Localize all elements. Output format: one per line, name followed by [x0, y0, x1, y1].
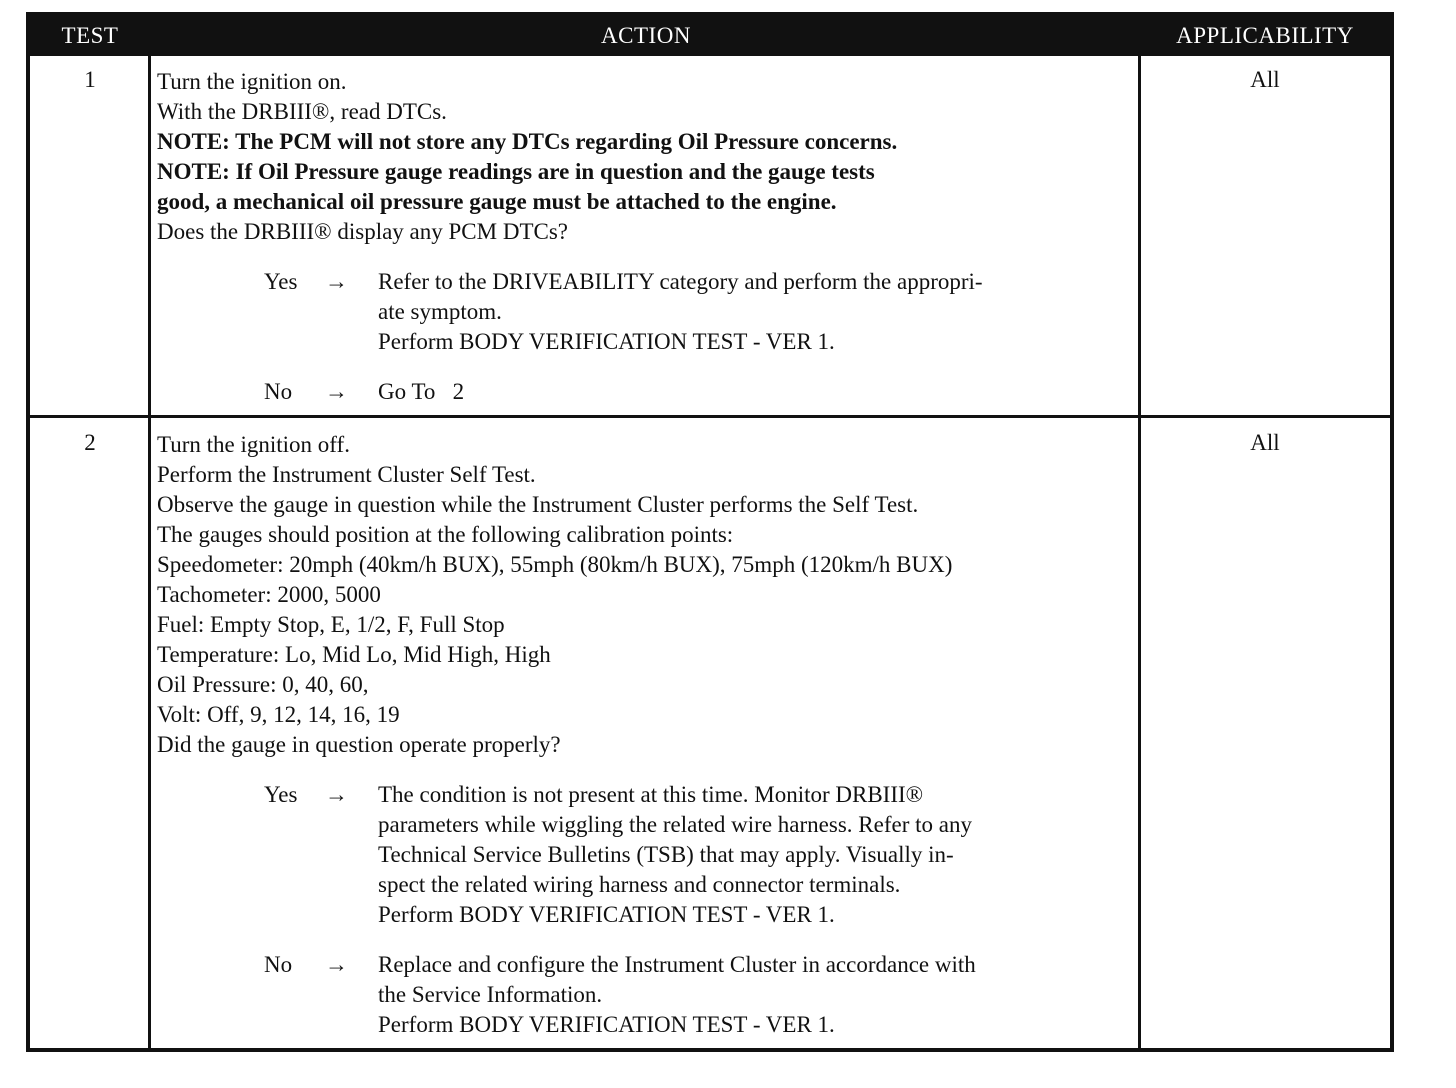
note-line: NOTE: The PCM will not store any DTCs regarding Oil Pressure concerns.	[157, 129, 898, 154]
action-line: Turn the ignition on.	[157, 69, 347, 94]
no-text: Replace and configure the Instrument Cluster in accordance with	[378, 952, 976, 977]
yes-label: Yes	[264, 782, 298, 807]
diagnostic-table	[26, 12, 1394, 1052]
yes-text: Technical Service Bulletins (TSB) that may apply. Visually in-	[378, 842, 954, 867]
question-line: Did the gauge in question operate properly?	[157, 732, 561, 757]
yes-label: Yes	[264, 269, 298, 294]
header-applicability: APPLICABILITY	[1176, 23, 1354, 48]
action-line: Oil Pressure: 0, 40, 60,	[157, 672, 369, 697]
action-line: Turn the ignition off.	[157, 432, 350, 457]
test-number-2: 2	[84, 430, 96, 455]
action-cell-1	[157, 67, 1133, 407]
column-divider	[148, 56, 151, 1048]
go-to-text: Go To 2	[378, 379, 465, 404]
action-line: The gauges should position at the following calibration points:	[157, 522, 734, 547]
arrow-icon: →	[325, 269, 348, 294]
row-divider	[30, 415, 1390, 418]
arrow-icon: →	[325, 782, 348, 807]
applicability-1: All	[1250, 67, 1280, 92]
no-branch-1	[157, 377, 1133, 407]
no-label: No	[264, 379, 293, 404]
yes-text: parameters while wiggling the related wire harness. Refer to any	[378, 812, 972, 837]
action-line: Fuel: Empty Stop, E, 1/2, F, Full Stop	[157, 612, 505, 637]
action-line: Volt: Off, 9, 12, 14, 16, 19	[157, 702, 400, 727]
note-line: NOTE: If Oil Pressure gauge readings are in question and the gauge tests	[157, 159, 875, 184]
no-text: Perform BODY VERIFICATION TEST - VER 1.	[378, 1012, 835, 1037]
header-test: TEST	[61, 23, 119, 48]
table-header	[30, 16, 1390, 56]
yes-text: The condition is not present at this time. Monitor DRBIII®	[378, 782, 924, 807]
action-line: Perform the Instrument Cluster Self Test.	[157, 462, 536, 487]
test-number-1: 1	[84, 67, 96, 92]
note-line: good, a mechanical oil pressure gauge must be attached to the engine.	[157, 189, 837, 214]
action-line: With the DRBIII®, read DTCs.	[157, 99, 447, 124]
yes-text: Refer to the DRIVEABILITY category and perform the appropri-	[378, 269, 983, 294]
action-line: Temperature: Lo, Mid Lo, Mid High, High	[157, 642, 551, 667]
no-label: No	[264, 952, 293, 977]
action-line: Tachometer: 2000, 5000	[157, 582, 381, 607]
yes-branch-2	[157, 780, 1133, 930]
yes-text: Perform BODY VERIFICATION TEST - VER 1.	[378, 329, 835, 354]
yes-text: Perform BODY VERIFICATION TEST - VER 1.	[378, 902, 835, 927]
action-line: Observe the gauge in question while the Instrument Cluster performs the Self Test.	[157, 492, 919, 517]
arrow-icon: →	[325, 952, 348, 977]
no-text: the Service Information.	[378, 982, 603, 1007]
yes-branch-1	[157, 267, 1133, 357]
question-line: Does the DRBIII® display any PCM DTCs?	[157, 219, 569, 244]
action-cell-2	[157, 430, 1133, 1040]
action-line: Speedometer: 20mph (40km/h BUX), 55mph (80km/h BUX), 75mph (120km/h BUX)	[157, 552, 953, 577]
applicability-2: All	[1250, 430, 1280, 455]
yes-text: spect the related wiring harness and connector terminals.	[378, 872, 901, 897]
header-action: ACTION	[601, 23, 691, 48]
arrow-icon: →	[325, 379, 348, 404]
column-divider	[1138, 56, 1141, 1048]
no-branch-2	[157, 950, 1133, 1040]
yes-text: ate symptom.	[378, 299, 502, 324]
